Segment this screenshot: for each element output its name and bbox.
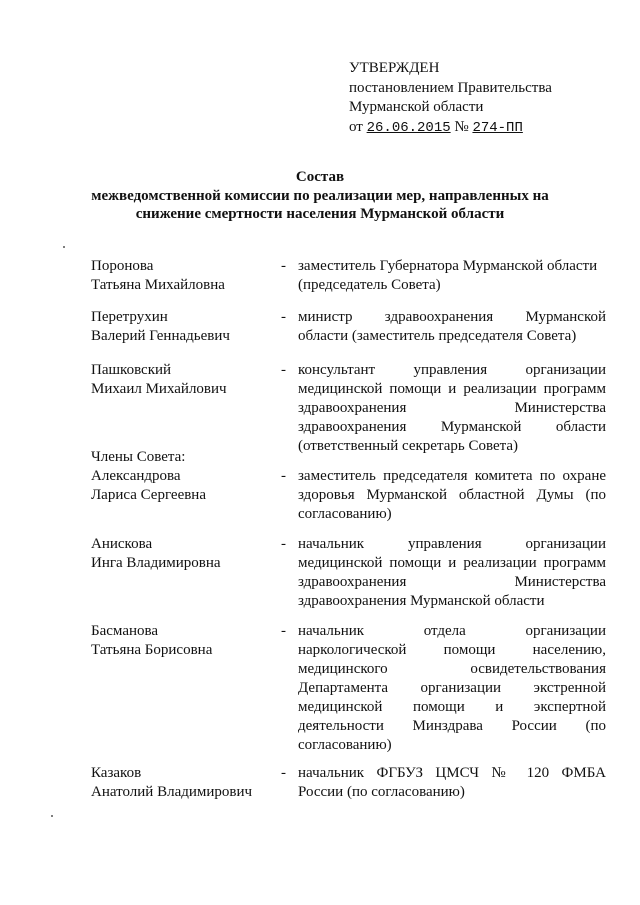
position-line: консультант управления организации <box>298 362 606 378</box>
member-given-names: Михаил Михайлович <box>91 381 227 397</box>
member-given-names: Татьяна Михайловна <box>91 277 225 293</box>
position-line: (председатель Совета) <box>298 277 441 293</box>
position-line: согласованию) <box>298 506 392 522</box>
dash-separator: - <box>281 362 286 378</box>
position-line: здравоохранения Мурманской области <box>298 593 545 609</box>
title-line-1: Состав <box>295 169 345 185</box>
member-name <box>91 308 230 346</box>
approval-date-line <box>349 118 552 139</box>
member-position <box>298 622 606 755</box>
member-position <box>298 467 606 524</box>
approval-number-sign: № <box>454 118 469 135</box>
approval-date: 26.06.2015 <box>366 119 451 136</box>
member-name <box>91 467 206 505</box>
position-line: России (по согласованию) <box>298 784 465 800</box>
member-position <box>298 257 606 295</box>
dash-separator: - <box>281 468 286 484</box>
title-line-2: межведомственной комиссии по реализации мер, направленных на <box>91 187 549 204</box>
member-position <box>298 535 606 611</box>
member-given-names: Анатолий Владимирович <box>91 784 253 800</box>
position-line: области (заместитель председателя Совета) <box>298 328 577 344</box>
member-given-names: Валерий Геннадьевич <box>91 328 230 344</box>
scan-speck <box>51 815 53 817</box>
member-given-names: Лариса Сергеевна <box>91 487 206 503</box>
approval-stamp <box>349 59 552 138</box>
member-surname: Анискова <box>91 536 153 552</box>
approval-region-line: Мурманской области <box>349 99 484 115</box>
position-line: (ответственный секретарь Совета) <box>298 438 518 454</box>
member-name <box>91 361 227 399</box>
member-surname: Поронова <box>91 258 154 274</box>
position-line: медицинской помощи и реализации программ <box>298 381 606 397</box>
position-line: министр здравоохранения Мурманской <box>298 309 606 325</box>
position-line: начальник ФГБУЗ ЦМСЧ № 120 ФМБА <box>298 765 606 781</box>
approval-date-prefix: от <box>349 118 363 135</box>
position-line: здоровья Мурманской областной Думы (по <box>298 487 606 503</box>
dash-separator: - <box>281 765 286 781</box>
approval-resolution-line: постановлением Правительства <box>349 79 552 96</box>
dash-separator: - <box>281 536 286 552</box>
member-name <box>91 622 212 660</box>
member-position <box>298 764 606 802</box>
dash-separator: - <box>281 623 286 639</box>
scan-speck <box>63 246 65 248</box>
member-surname: Пашковский <box>91 362 172 378</box>
member-given-names: Инга Владимировна <box>91 555 221 571</box>
approval-number: 274-ПП <box>472 119 523 136</box>
position-line: деятельности Минздрава России (по <box>298 718 606 734</box>
member-name <box>91 535 221 573</box>
document-title <box>0 168 640 224</box>
dash-separator: - <box>281 258 286 274</box>
member-surname: Казаков <box>91 765 142 781</box>
position-line: медицинского освидетельствования <box>298 661 606 677</box>
member-surname: Басманова <box>91 623 159 639</box>
member-surname: Александрова <box>91 468 181 484</box>
position-line: здравоохранения Министерства <box>298 400 606 416</box>
member-name <box>91 257 225 295</box>
member-name <box>91 764 252 802</box>
position-line: медицинской помощи и реализации программ <box>298 555 606 571</box>
members-heading: Члены Совета: <box>91 449 186 465</box>
position-line: наркологической помощи населению, <box>298 642 606 658</box>
position-line: начальник управления организации <box>298 536 606 552</box>
position-line: согласованию) <box>298 737 392 753</box>
title-line-3: снижение смертности населения Мурманской области <box>135 206 505 222</box>
position-line: здравоохранения Мурманской области <box>298 419 606 435</box>
position-line: заместитель председателя комитета по охране <box>298 468 606 484</box>
position-line: медицинской помощи и экспертной <box>298 699 606 715</box>
position-line: Департамента организации экстренной <box>298 680 606 696</box>
member-given-names: Татьяна Борисовна <box>91 642 213 658</box>
member-surname: Перетрухин <box>91 309 168 325</box>
member-position <box>298 308 606 346</box>
member-position <box>298 361 606 456</box>
position-line: заместитель Губернатора Мурманской области <box>298 258 598 274</box>
position-line: здравоохранения Министерства <box>298 574 606 590</box>
approval-heading: УТВЕРЖДЕН <box>349 60 440 76</box>
position-line: начальник отдела организации <box>298 623 606 639</box>
dash-separator: - <box>281 309 286 325</box>
